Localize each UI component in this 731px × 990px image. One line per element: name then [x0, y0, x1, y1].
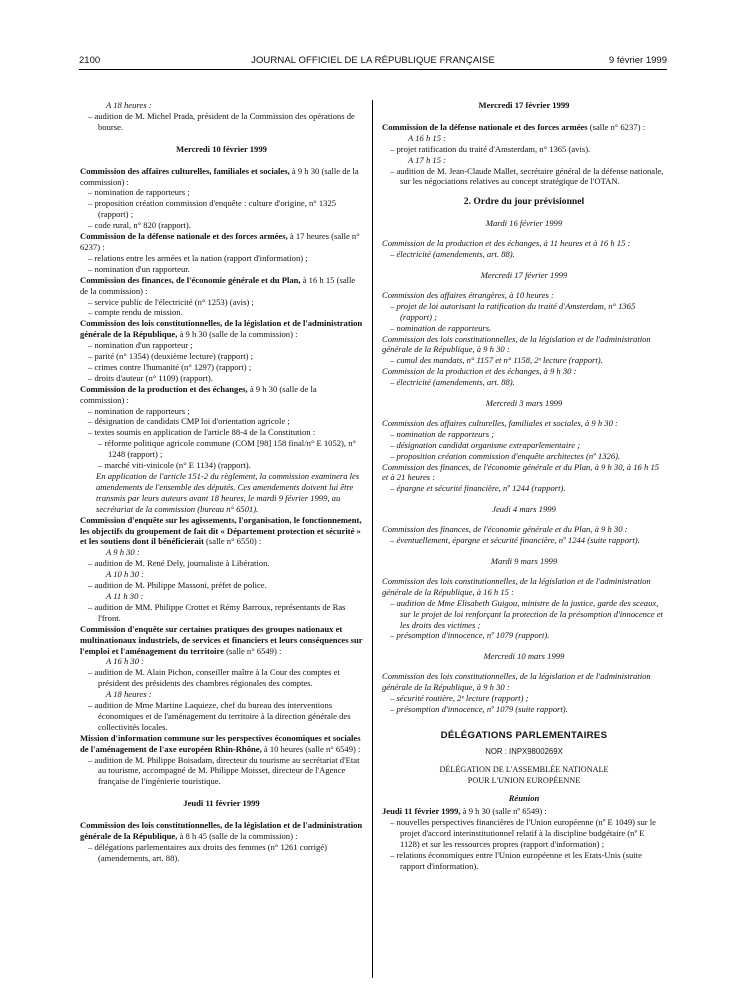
commission-line	[80, 515, 363, 548]
commission-schedule: à 17 heures (salle n° 6237) :	[80, 231, 360, 252]
commission-name: Commission des affaires culturelles, familiales et sociales,	[80, 165, 290, 176]
commission-name: Commission de la défense nationale et des forces armées	[382, 121, 588, 132]
commission-name: Mission d'information commune sur les perspectives économiques et sociales de l'aménagement de l'axe européen Rhin-Rhône,	[80, 732, 361, 754]
agenda-subitem: – marché viti-vinicole (n° E 1134) (rapport).	[98, 460, 251, 471]
commission-line	[80, 384, 363, 406]
forecast-item: – électricité (amendements, art. 88).	[390, 377, 515, 388]
commission-line	[80, 624, 363, 657]
agenda-item: – audition de M. Philippe Boisadam, directeur du tourisme au secrétariat d'Etat au tourisme, accompagné de M. Philippe Moisset, directeur de l'Agence française de l'ingénierie touristique.	[88, 754, 360, 787]
commission-line	[382, 122, 666, 133]
agenda-item: – audition de M. René Dely, journaliste à Libération.	[88, 558, 270, 569]
agenda-item: – relations économiques entre l'Union européenne et les Etats-Unis (suite rapport d'information).	[390, 850, 642, 871]
agenda-item: – nomination d'un rapporteur ;	[88, 340, 193, 351]
agenda-item: – projet ratification du traité d'Amsterdam, n° 1365 (avis).	[390, 143, 591, 154]
commission-schedule: (salle n° 6237) :	[589, 121, 645, 132]
forecast-item: – éventuellement, épargne et sécurité financière, nº 1244 (suite rapport).	[390, 535, 640, 546]
day-heading: Mercredi 10 février 1999	[176, 143, 267, 154]
forecast-day-heading: Mercredi 10 mars 1999	[483, 651, 565, 662]
commission-name: Jeudi 11 février 1999,	[382, 806, 461, 817]
forecast-day-heading: Jeudi 4 mars 1999	[492, 504, 556, 515]
commission-line	[80, 820, 363, 842]
forecast-item: – désignation candidat organisme extraparlementaire ;	[390, 439, 581, 450]
forecast-commission: Commission des affaires culturelles, familiales et sociales, à 9 h 30 :	[382, 417, 618, 428]
commission-schedule: à 8 h 45 (salle de la commission) :	[179, 831, 298, 842]
agenda-item: – délégations parlementaires aux droits des femmes (n° 1261 corrigé) (amendements, art. 88).	[88, 842, 327, 863]
agenda-subitem: – réforme politique agricole commune (COM [98] 158 final/n° E 1052), n° 1248 (rapport) ;	[98, 438, 356, 460]
nor-reference: NOR : INPX9800269X	[485, 746, 563, 756]
forecast-item: – cumul des mandats, n° 1157 et n° 1158, 2ᵉ lecture (rapport).	[390, 355, 603, 366]
commission-schedule: à 9 h 30 (salle de la commission) :	[179, 329, 298, 340]
agenda-item: – nomination de rapporteurs ;	[88, 187, 190, 198]
forecast-commission: Commission de la production et des échanges, à 11 heures et à 16 h 15 :	[382, 238, 631, 249]
agenda-item: – droits d'auteur (n° 1109) (rapport).	[88, 372, 213, 383]
delegation-title: DÉLÉGATION DE L'ASSEMBLÉE NATIONALE	[439, 764, 609, 774]
time-label: A 18 heures :	[106, 689, 152, 700]
forecast-commission: Commission des finances, de l'économie générale et du Plan, à 9 h 30, à 16 h 15 et à 21 heures :	[382, 461, 660, 483]
forecast-commission: Commission des affaires étrangères, à 10 heures :	[382, 289, 554, 300]
column-divider	[372, 100, 373, 978]
agenda-item: – nouvelles perspectives financières de l'Union européenne (nº E 1049) sur le projet d'accord interinstitutionnel relatif à la discipline budgétaire (nº E 1128) et sur les ressources propres (rapport d'information) ;	[390, 817, 656, 850]
page-number: 2100	[79, 55, 101, 66]
commission-name: Commission d'enquête sur les agissements, l'organisation, le fonctionnement, les objectifs du groupement de fait dit « Département protection et sécurité » et les soutiens dont il bénéficierait	[80, 514, 362, 547]
agenda-item: – audition de MM. Philippe Crottet et Rémy Barroux, représentants de Ras l'front.	[88, 601, 346, 623]
commission-line	[80, 318, 363, 340]
amendment-note: En application de l'article 151-2 du règlement, la commission examinera les amendements de l'ensemble des députés. Ces amendements doivent lui être transmis par leurs auteurs avant 18 heures, le mardi 9 février 1999, au secrétariat de la commission (bureau n° 6501).	[96, 471, 360, 514]
agenda-item: – nomination de rapporteurs ;	[88, 405, 190, 416]
forecast-item: – épargne et sécurité financière, nº 1244 (rapport).	[390, 483, 566, 494]
commission-schedule: à 9 h 30 (salle de la commission) :	[80, 165, 359, 187]
issue-date: 9 février 1999	[608, 55, 667, 66]
meeting-heading: Réunion	[508, 792, 540, 803]
commission-line	[80, 231, 363, 253]
forecast-item: – projet de loi autorisant la ratification du traité d'Amsterdam, n° 1365 (rapport) ;	[390, 300, 636, 322]
agenda-item: – service public de l'électricité (n° 1253) (avis) ;	[88, 296, 254, 307]
commission-schedule: (salle n° 6550) :	[206, 536, 262, 547]
agenda-item: – audition de M. Philippe Massoni, préfet de police.	[88, 580, 267, 591]
commission-line	[382, 806, 666, 817]
forecast-item: – présomption d'innocence, nº 1079 (rapport).	[390, 630, 550, 641]
agenda-item: – compte rendu de mission.	[88, 307, 183, 318]
commission-name: Commission de la production et des échanges,	[80, 383, 248, 394]
journal-title: JOURNAL OFFICIEL DE LA RÉPUBLIQUE FRANÇAISE	[251, 55, 495, 66]
forecast-commission: Commission des finances, de l'économie générale et du Plan, à 9 h 30 :	[382, 524, 628, 535]
forecast-commission: Commission des lois constitutionnelles, de la législation et de l'administration générale de la République, à 9 h 30 :	[382, 671, 651, 693]
time-label: A 9 h 30 :	[106, 547, 140, 558]
commission-name: Commission de la défense nationale et des forces armées,	[80, 231, 288, 242]
forecast-item: – présomption d'innocence, nº 1079 (suite rapport).	[390, 703, 568, 714]
commission-name: Commission des lois constitutionnelles, de la législation et de l'administration générale de la République,	[80, 820, 363, 842]
time-label: A 16 h 15 :	[408, 132, 447, 143]
forecast-item: – nomination de rapporteurs ;	[390, 428, 495, 439]
commission-schedule: à 16 h 15 (salle de la commission) :	[80, 274, 356, 296]
agenda-item: – proposition création commission d'enquête : culture d'origine, n° 1325 (rapport) ;	[88, 198, 337, 220]
commission-name: Commission des finances, de l'économie générale et du Plan,	[80, 274, 301, 285]
forecast-commission: Commission des lois constitutionnelles, de la législation et de l'administration générale de la République, à 16 h 15 :	[382, 575, 651, 597]
agenda-item: – relations entre les armées et la nation (rapport d'information) ;	[88, 252, 308, 263]
forecast-item: – audition de Mme Elisabeth Guigou, ministre de la justice, garde des sceaux, sur le projet de loi renforçant la protection de la présomption d'innocence et les droits des victimes ;	[390, 597, 663, 630]
commission-schedule: à 9 h 30 (salle de la commission) :	[80, 383, 317, 405]
agenda-item: – parité (n° 1354) (deuxième lecture) (rapport) ;	[88, 351, 253, 362]
agenda-item: – audition de M. Michel Prada, président de la Commission des opérations de bourse.	[88, 110, 355, 132]
agenda-item: – désignation de candidats CMP loi d'orientation agricole ;	[88, 416, 290, 427]
commission-line	[80, 275, 363, 297]
left-column	[80, 100, 363, 864]
commission-schedule: à 10 heures (salle n° 6549) :	[263, 743, 361, 754]
commission-name: Commission des lois constitutionnelles, de la législation et de l'administration générale de la République,	[80, 318, 363, 340]
agenda-item: – textes soumis en application de l'article 88-4 de la Constitution :	[88, 427, 316, 438]
delegation-title: POUR L'UNION EUROPÉENNE	[467, 775, 581, 785]
commission-name: Commission d'enquête sur certaines pratiques des groupes nationaux et multinationaux industriels, de services et financiers et leurs conséquences sur l'emploi et l'aménagement du territoire	[80, 623, 363, 656]
day-heading: Jeudi 11 février 1999	[183, 798, 260, 809]
forecast-day-heading: Mercredi 17 février 1999	[480, 269, 568, 280]
day-heading: Mercredi 17 février 1999	[478, 100, 570, 110]
agenda-item: – code rural, n° 820 (rapport).	[88, 220, 191, 231]
agenda-item: – audition de Mme Martine Laquieze, chef du bureau des interventions économiques et de l'aménagement du territoire à la direction générale des collectivités locales.	[88, 700, 351, 732]
time-label: A 11 h 30 :	[106, 590, 144, 601]
section-heading: 2. Ordre du jour prévisionnel	[463, 196, 585, 208]
time-label: A 16 h 30 :	[106, 656, 145, 667]
forecast-item: – électricité (amendements, art. 88).	[390, 249, 515, 260]
agenda-item: – nomination d'un rapporteur.	[88, 263, 190, 274]
forecast-day-heading: Mercredi 3 mars 1999	[485, 398, 563, 409]
commission-schedule: à 9 h 30 (salle nº 6549) :	[462, 806, 547, 817]
commission-line	[80, 166, 363, 188]
time-label: A 10 h 30 :	[106, 569, 145, 580]
agenda-item: – audition de M. Jean-Claude Mallet, secrétaire général de la défense nationale, sur les négociations relatives au concept stratégique de l'OTAN.	[390, 165, 664, 187]
forecast-commission: Commission de la production et des échanges, à 9 h 30 :	[382, 366, 577, 377]
forecast-day-heading: Mardi 9 mars 1999	[490, 556, 558, 566]
forecast-commission: Commission des lois constitutionnelles, de la législation et de l'administration générale de la République, à 9 h 30 :	[382, 333, 651, 355]
right-column	[382, 100, 666, 872]
agenda-item: – audition de M. Alain Pichon, conseiller maître à la Cour des comptes et président des présidents des chambres régionales des comptes.	[88, 667, 340, 689]
forecast-item: – nomination de rapporteurs.	[390, 322, 492, 333]
forecast-item: – proposition création commission d'enquête architectes (nº 1326).	[390, 450, 621, 461]
delegations-heading: DÉLÉGATIONS PARLEMENTAIRES	[440, 729, 608, 741]
commission-line	[80, 733, 363, 755]
commission-schedule: (salle n° 6549) :	[226, 645, 282, 656]
page-header	[79, 53, 667, 70]
forecast-day-heading: Mardi 16 février 1999	[485, 218, 563, 229]
time-label: A 18 heures :	[106, 100, 152, 110]
agenda-item: – crimes contre l'humanité (n° 1297) (rapport) ;	[88, 361, 252, 372]
forecast-item: – sécurité routière, 2ᵉ lecture (rapport) ;	[390, 693, 529, 704]
time-label: A 17 h 15 :	[408, 154, 447, 165]
